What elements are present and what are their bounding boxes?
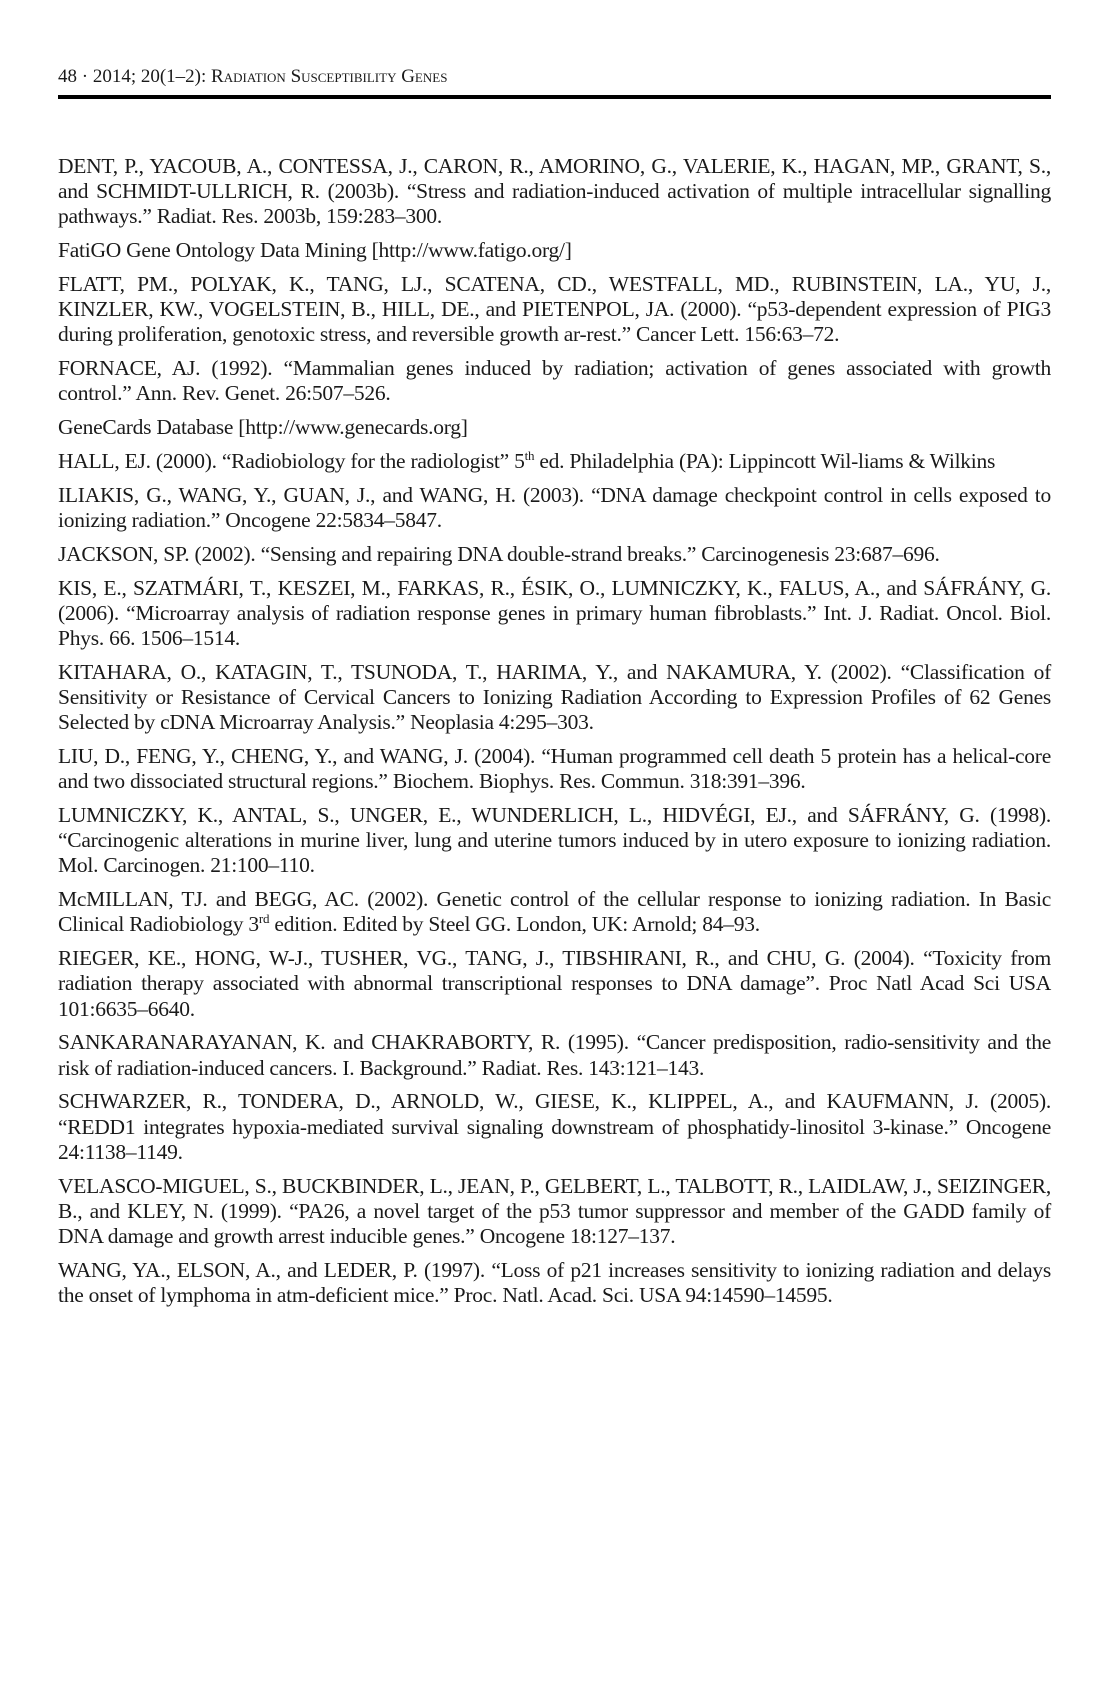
reference-item: WANG, YA., ELSON, A., and LEDER, P. (1997). “Loss of p21 increases sensitivity to ionizing radiation and delays the onset of lymphoma in atm-deficient mice.” Proc. Natl. Acad. Sci. USA 94:14590–14595. bbox=[58, 1257, 1051, 1308]
reference-item: VELASCO-MIGUEL, S., BUCKBINDER, L., JEAN, P., GELBERT, L., TALBOTT, R., LAIDLAW, J., SEIZINGER, B., and KLEY, N. (1999). “PA26, a novel target of the p53 tumor suppressor and member of the GADD family of DNA damage and growth arrest inducible genes.” Oncogene 18:127–137. bbox=[58, 1173, 1051, 1249]
reference-item: LUMNICZKY, K., ANTAL, S., UNGER, E., WUNDERLICH, L., HIDVÉGI, EJ., and SÁFRÁNY, G. (1998). “Carcinogenic alterations in murine liver, lung and uterine tumors induced by in utero exposure to ionizing radiation. Mol. Carcinogen. 21:100–110. bbox=[58, 803, 1051, 878]
reference-item: JACKSON, SP. (2002). “Sensing and repairing DNA double-strand breaks.” Carcinogenesis 23:687–696. bbox=[58, 541, 940, 566]
reference-text: HALL, EJ. (2000). “Radiobiology for the radiologist” 5 bbox=[58, 449, 525, 473]
reference-text: ed. Philadelphia (PA): Lippincott Wil-liams & Wilkins bbox=[534, 449, 996, 473]
reference-item: FORNACE, AJ. (1992). “Mammalian genes induced by radiation; activation of genes associated with growth control.” Ann. Rev. Genet. 26:507–526. bbox=[58, 356, 1051, 406]
running-title: Radiation Susceptibility Genes bbox=[211, 66, 448, 87]
reference-item: LIU, D., FENG, Y., CHENG, Y., and WANG, J. (2004). “Human programmed cell death 5 protein has a helical-core and two dissociated structural regions.” Biochem. Biophys. Res. Commun. 318:391–396. bbox=[58, 744, 1051, 794]
volume-info: 2014; 20(1–2): bbox=[92, 66, 212, 87]
reference-item: KITAHARA, O., KATAGIN, T., TSUNODA, T., HARIMA, Y., and NAKAMURA, Y. (2002). “Classification of Sensitivity or Resistance of Cervical Cancers to Ionizing Radiation According to Expression Profiles of 62 Genes Selected by cDNA Microarray Analysis.” Neoplasia 4:295–303. bbox=[58, 659, 1051, 735]
reference-item: RIEGER, KE., HONG, W-J., TUSHER, VG., TANG, J., TIBSHIRANI, R., and CHU, G. (2004). “Toxicity from radiation therapy associated with abnormal transcriptional responses to DNA damage”. Proc Natl Acad Sci USA 101:6635–6640. bbox=[58, 946, 1051, 1021]
running-header bbox=[58, 66, 447, 88]
ordinal-superscript: rd bbox=[258, 911, 270, 927]
reference-item: KIS, E., SZATMÁRI, T., KESZEI, M., FARKAS, R., ÉSIK, O., LUMNICZKY, K., FALUS, A., and SÁFRÁNY, G. (2006). “Microarray analysis of radiation response genes in primary human fibroblasts.” Int. J. Radiat. Oncol. Biol. Phys. 66. 1506–1514. bbox=[58, 575, 1051, 650]
reference-text: McMILLAN, TJ. and BEGG, AC. (2002). Genetic control of the cellular response to ionizing radiation. In Basic Clinical Radiobiology 3 bbox=[58, 887, 1051, 937]
reference-text: edition. Edited by Steel GG. London, UK: Arnold; 84–93. bbox=[269, 912, 760, 937]
reference-item: FLATT, PM., POLYAK, K., TANG, LJ., SCATENA, CD., WESTFALL, MD., RUBINSTEIN, LA., YU, J., KINZLER, KW., VOGELSTEIN, B., HILL, DE., and PIETENPOL, JA. (2000). “p53-dependent expression of PIG3 during proliferation, genotoxic stress, and reversible growth ar-rest.” Cancer Lett. 156:63–72. bbox=[58, 272, 1051, 347]
reference-item bbox=[58, 887, 1051, 937]
header-separator: · bbox=[77, 66, 93, 87]
page-number: 48 bbox=[58, 66, 77, 87]
reference-item bbox=[58, 449, 1051, 474]
reference-item: FatiGO Gene Ontology Data Mining [http://www.fatigo.org/] bbox=[58, 238, 572, 263]
ordinal-superscript: th bbox=[524, 447, 535, 463]
header-rule bbox=[58, 95, 1051, 99]
reference-item: ILIAKIS, G., WANG, Y., GUAN, J., and WANG, H. (2003). “DNA damage checkpoint control in cells exposed to ionizing radiation.” Oncogene 22:5834–5847. bbox=[58, 482, 1051, 532]
reference-item: SANKARANARAYANAN, K. and CHAKRABORTY, R. (1995). “Cancer predisposition, radio-sensitivity and the risk of radiation-induced cancers. I. Background.” Radiat. Res. 143:121–143. bbox=[58, 1030, 1051, 1080]
reference-list bbox=[58, 154, 1051, 1317]
reference-item: GeneCards Database [http://www.genecards.org] bbox=[58, 415, 468, 440]
reference-item: DENT, P., YACOUB, A., CONTESSA, J., CARON, R., AMORINO, G., VALERIE, K., HAGAN, MP., GRANT, S., and SCHMIDT-ULLRICH, R. (2003b). “Stress and radiation-induced activation of multiple intracellular signalling pathways.” Radiat. Res. 2003b, 159:283–300. bbox=[58, 154, 1051, 229]
reference-item: SCHWARZER, R., TONDERA, D., ARNOLD, W., GIESE, K., KLIPPEL, A., and KAUFMANN, J. (2005). “REDD1 integrates hypoxia-mediated survival signaling downstream of phosphatidy-linositol 3-kinase.” Oncogene 24:1138–1149. bbox=[58, 1089, 1051, 1164]
